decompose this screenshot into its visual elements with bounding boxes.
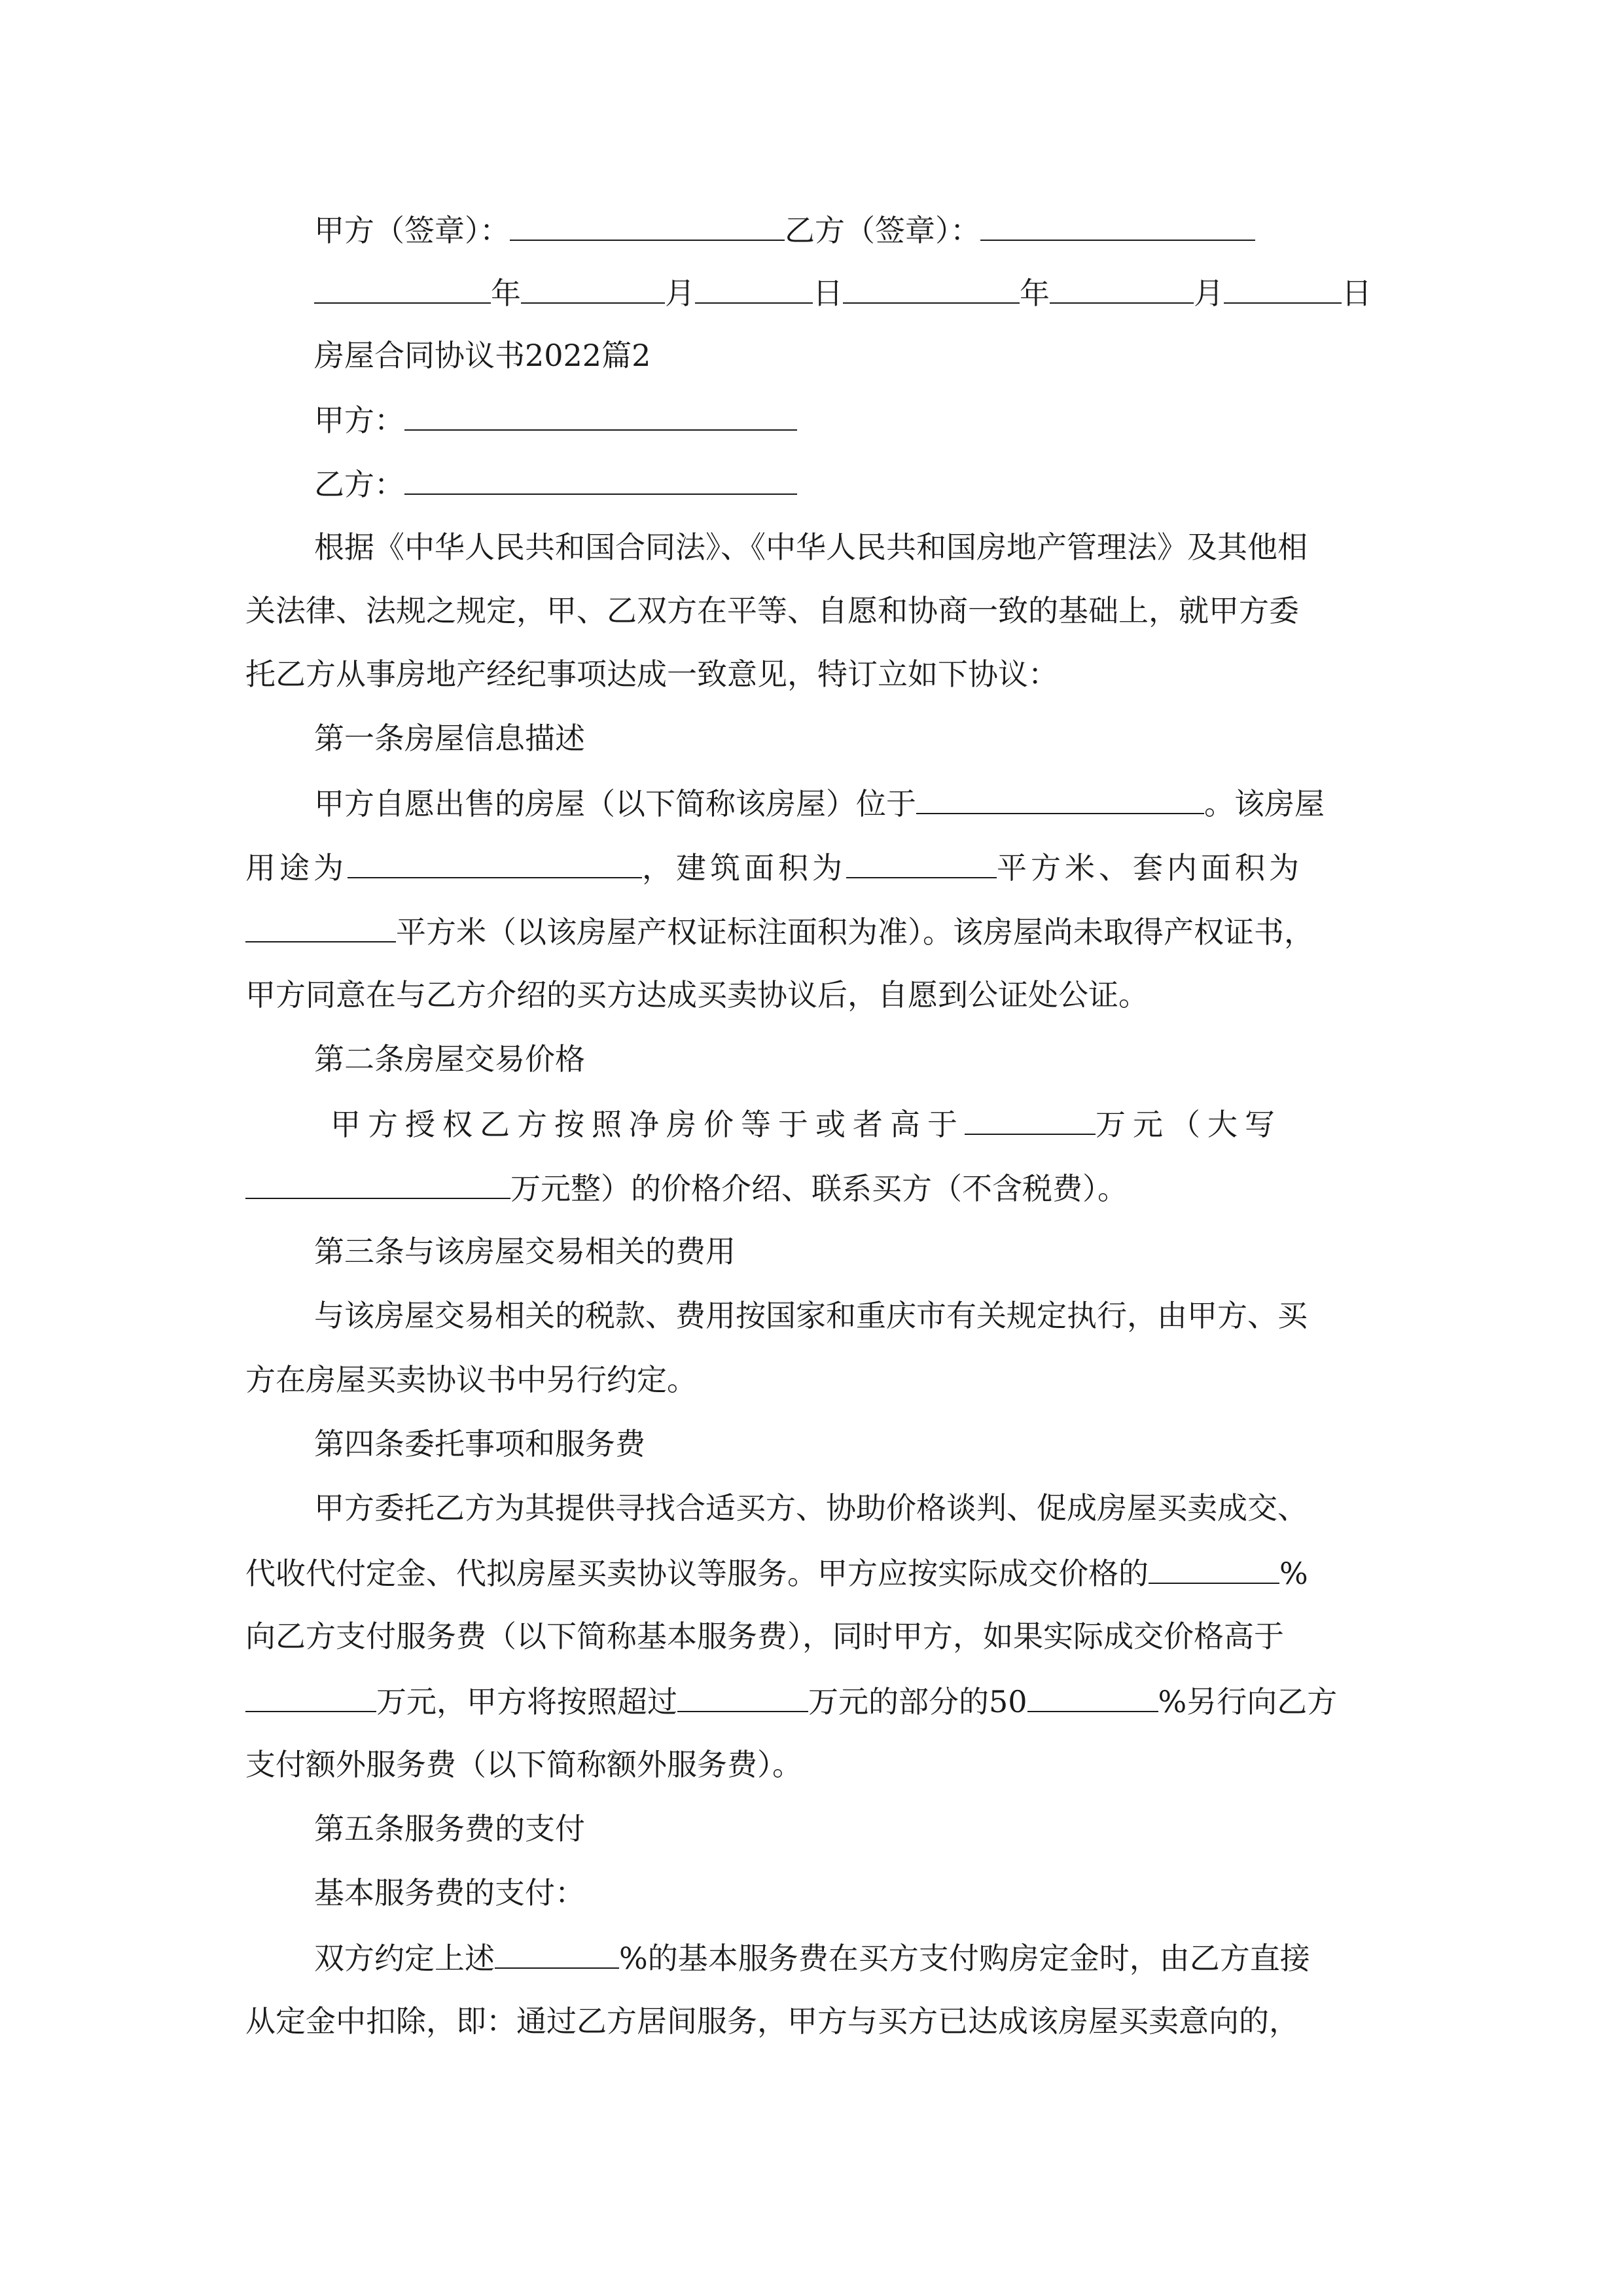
article-4-line: 甲方委托乙方为其提供寻找合适买方、协助价格谈判、促成房屋买卖成交、 [314,1490,1308,1526]
article-1-line [245,848,1303,886]
party-a-year-blank[interactable] [314,274,491,304]
party-b-signature-label: 乙方（签章）： [785,213,980,248]
party-a-blank[interactable] [404,401,797,431]
building-area-blank[interactable] [846,848,997,878]
house-usage-blank[interactable] [348,848,642,878]
party-a-day-blank[interactable] [695,274,813,304]
article-4-line: 向乙方支付服务费（以下简称基本服务费），同时甲方，如果实际成交价格高于 [245,1619,1284,1654]
document-title: 房屋合同协议书2022篇2 [314,338,651,373]
day-label: 日 [1342,276,1372,311]
article-1-line [314,784,1325,822]
inner-area-blank[interactable] [245,912,396,942]
article-4-text: %另行向乙方 [1158,1684,1338,1719]
article-2-text: 万元整）的价格介绍、联系买方（不含税费）。 [510,1171,1128,1206]
house-location-blank[interactable] [916,784,1204,814]
article-4-text: 代收代付定金、代拟房屋买卖协议等服务。甲方应按实际成交价格的 [245,1556,1149,1591]
excess-price-blank[interactable] [677,1682,808,1712]
party-b-label: 乙方： [314,467,404,502]
intro-line: 根据《中华人民共和国合同法》、《中华人民共和国房地产管理法》及其他相 [314,529,1308,565]
signature-line [314,211,1255,249]
article-1-text: ，建筑面积为 [642,850,846,886]
article-5-heading: 第五条服务费的支付 [314,1811,585,1846]
intro-line: 关法律、法规之规定，甲、乙双方在平等、自愿和协商一致的基础上，就甲方委 [245,593,1299,628]
article-1-text: 用途为 [245,850,348,886]
party-a-month-blank[interactable] [521,274,665,304]
article-3-line: 与该房屋交易相关的税款、费用按国家和重庆市有关规定执行，由甲方、买 [314,1298,1308,1333]
article-5-subheading: 基本服务费的支付： [314,1875,585,1910]
article-4-text: 万元的部分的50 [808,1684,1027,1719]
article-5-text: %的基本服务费在买方支付购房定金时，由乙方直接 [619,1941,1310,1976]
article-2-line [330,1105,1282,1143]
article-1-heading: 第一条房屋信息描述 [314,721,585,756]
party-b-month-blank[interactable] [1050,274,1194,304]
article-1-line [245,912,1314,950]
party-a-label: 甲方： [314,403,404,438]
threshold-price-blank[interactable] [245,1682,376,1712]
article-4-text: 万元，甲方将按照超过 [376,1684,677,1719]
article-4-line: 支付额外服务费（以下简称额外服务费）。 [245,1747,802,1782]
article-1-text: 。该房屋 [1204,786,1325,821]
article-2-line [245,1169,1128,1207]
party-b-day-blank[interactable] [1224,274,1342,304]
year-label: 年 [491,276,521,311]
price-in-words-blank[interactable] [245,1169,510,1199]
intro-line: 托乙方从事房地产经纪事项达成一致意见，特订立如下协议： [245,656,1058,692]
base-fee-percent-blank[interactable] [1149,1554,1279,1584]
day-label: 日 [813,276,843,311]
date-line [314,274,1372,312]
article-5-text: 双方约定上述 [314,1941,495,1976]
article-5-line: 从定金中扣除，即：通过乙方居间服务，甲方与买方已达成该房屋买卖意向的， [245,2003,1299,2039]
party-a-signature-blank[interactable] [510,211,785,241]
article-2-heading: 第二条房屋交易价格 [314,1041,585,1077]
party-a-line [314,401,797,439]
party-b-blank[interactable] [404,465,797,495]
article-4-heading: 第四条委托事项和服务费 [314,1426,645,1462]
net-price-blank[interactable] [965,1105,1096,1135]
party-b-year-blank[interactable] [843,274,1020,304]
year-label: 年 [1020,276,1050,311]
agreed-fee-percent-blank[interactable] [495,1939,619,1969]
article-1-line: 甲方同意在与乙方介绍的买方达成买卖协议后，自愿到公证处公证。 [245,977,1149,1013]
extra-fee-percent-blank[interactable] [1027,1682,1158,1712]
month-label: 月 [1194,276,1224,311]
article-2-text: 万元（大写 [1096,1107,1282,1142]
article-5-line [314,1939,1310,1977]
article-1-text: 平方米（以该房屋产权证标注面积为准）。该房屋尚未取得产权证书， [396,914,1314,950]
article-4-text: % [1279,1556,1308,1591]
article-1-text: 甲方自愿出售的房屋（以下简称该房屋）位于 [314,786,916,821]
party-b-line [314,465,797,503]
article-4-line [245,1682,1337,1720]
article-3-heading: 第三条与该房屋交易相关的费用 [314,1234,736,1269]
month-label: 月 [665,276,695,311]
article-4-line [245,1554,1308,1592]
article-3-line: 方在房屋买卖协议书中另行约定。 [245,1362,697,1397]
article-2-text: 甲方授权乙方按照净房价等于或者高于 [330,1107,965,1142]
party-b-signature-blank[interactable] [980,211,1255,241]
article-1-text: 平方米、套内面积为 [997,850,1303,886]
party-a-signature-label: 甲方（签章）： [314,213,510,248]
